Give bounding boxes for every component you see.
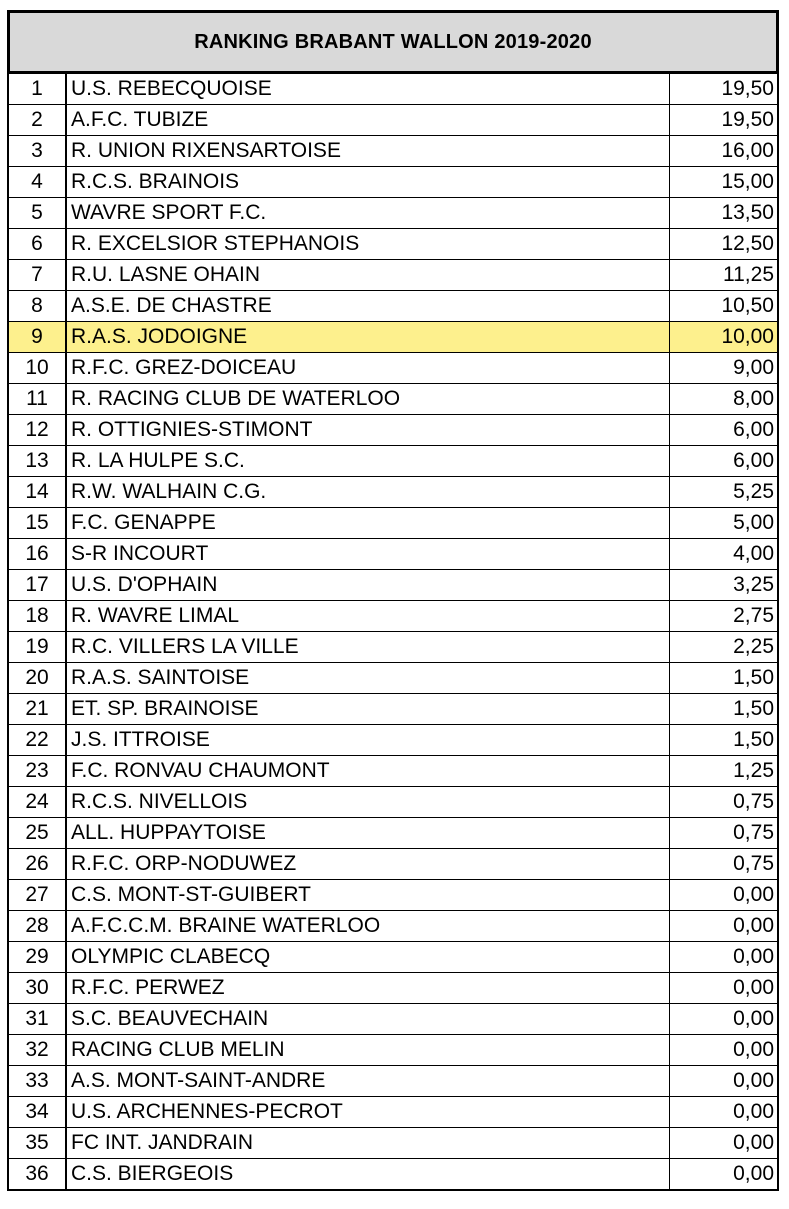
rank-cell: 1 — [8, 74, 66, 105]
ranking-row — [8, 415, 778, 446]
rank-cell: 29 — [8, 942, 66, 973]
rank-cell: 3 — [8, 136, 66, 167]
rank-cell: 27 — [8, 880, 66, 911]
rank-cell: 19 — [8, 632, 66, 663]
rank-cell: 2 — [8, 105, 66, 136]
ranking-row — [8, 694, 778, 725]
club-name-cell: A.F.C.C.M. BRAINE WATERLOO — [66, 911, 670, 942]
club-name-cell: R.A.S. SAINTOISE — [66, 663, 670, 694]
points-cell: 11,25 — [670, 260, 779, 291]
ranking-row — [8, 973, 778, 1004]
points-cell: 2,75 — [670, 601, 779, 632]
ranking-row — [8, 756, 778, 787]
points-cell: 10,50 — [670, 291, 779, 322]
rank-cell: 9 — [8, 322, 66, 353]
points-cell: 0,00 — [670, 911, 779, 942]
ranking-row — [8, 725, 778, 756]
club-name-cell: F.C. RONVAU CHAUMONT — [66, 756, 670, 787]
ranking-row — [8, 1097, 778, 1128]
ranking-row — [8, 539, 778, 570]
rank-cell: 6 — [8, 229, 66, 260]
club-name-cell: J.S. ITTROISE — [66, 725, 670, 756]
ranking-row — [8, 1128, 778, 1159]
points-cell: 1,25 — [670, 756, 779, 787]
club-name-cell: R.C.S. BRAINOIS — [66, 167, 670, 198]
points-cell: 5,25 — [670, 477, 779, 508]
points-cell: 19,50 — [670, 74, 779, 105]
club-name-cell: WAVRE SPORT F.C. — [66, 198, 670, 229]
rank-cell: 8 — [8, 291, 66, 322]
ranking-row — [8, 229, 778, 260]
ranking-row — [8, 260, 778, 291]
points-cell: 0,00 — [670, 1097, 779, 1128]
club-name-cell: R.F.C. ORP-NODUWEZ — [66, 849, 670, 880]
points-cell: 16,00 — [670, 136, 779, 167]
club-name-cell: R.C. VILLERS LA VILLE — [66, 632, 670, 663]
points-cell: 6,00 — [670, 446, 779, 477]
ranking-row — [8, 477, 778, 508]
club-name-cell: U.S. REBECQUOISE — [66, 74, 670, 105]
rank-cell: 18 — [8, 601, 66, 632]
rank-cell: 13 — [8, 446, 66, 477]
points-cell: 0,75 — [670, 787, 779, 818]
club-name-cell: ALL. HUPPAYTOISE — [66, 818, 670, 849]
rank-cell: 5 — [8, 198, 66, 229]
ranking-row — [8, 911, 778, 942]
rank-cell: 30 — [8, 973, 66, 1004]
points-cell: 1,50 — [670, 694, 779, 725]
club-name-cell: OLYMPIC CLABECQ — [66, 942, 670, 973]
rank-cell: 34 — [8, 1097, 66, 1128]
club-name-cell: S-R INCOURT — [66, 539, 670, 570]
points-cell: 19,50 — [670, 105, 779, 136]
points-cell: 8,00 — [670, 384, 779, 415]
ranking-row — [8, 818, 778, 849]
points-cell: 0,00 — [670, 1159, 779, 1191]
points-cell: 0,00 — [670, 880, 779, 911]
ranking-row — [8, 384, 778, 415]
points-cell: 4,00 — [670, 539, 779, 570]
club-name-cell: A.S. MONT-SAINT-ANDRE — [66, 1066, 670, 1097]
ranking-table — [7, 74, 779, 1191]
ranking-row — [8, 167, 778, 198]
rank-cell: 4 — [8, 167, 66, 198]
ranking-row — [8, 353, 778, 384]
ranking-row — [8, 446, 778, 477]
ranking-row — [8, 1004, 778, 1035]
rank-cell: 20 — [8, 663, 66, 694]
club-name-cell: R. EXCELSIOR STEPHANOIS — [66, 229, 670, 260]
club-name-cell: A.S.E. DE CHASTRE — [66, 291, 670, 322]
ranking-row — [8, 136, 778, 167]
points-cell: 0,00 — [670, 1128, 779, 1159]
club-name-cell: R. RACING CLUB DE WATERLOO — [66, 384, 670, 415]
points-cell: 1,50 — [670, 725, 779, 756]
club-name-cell: A.F.C. TUBIZE — [66, 105, 670, 136]
rank-cell: 15 — [8, 508, 66, 539]
rank-cell: 22 — [8, 725, 66, 756]
club-name-cell: R.F.C. GREZ-DOICEAU — [66, 353, 670, 384]
rank-cell: 23 — [8, 756, 66, 787]
ranking-row — [8, 787, 778, 818]
ranking-row — [8, 632, 778, 663]
ranking-row — [8, 1066, 778, 1097]
club-name-cell: S.C. BEAUVECHAIN — [66, 1004, 670, 1035]
club-name-cell: R.F.C. PERWEZ — [66, 973, 670, 1004]
points-cell: 1,50 — [670, 663, 779, 694]
rank-cell: 10 — [8, 353, 66, 384]
club-name-cell: U.S. D'OPHAIN — [66, 570, 670, 601]
ranking-row — [8, 1159, 778, 1191]
ranking-row — [8, 849, 778, 880]
club-name-cell: C.S. BIERGEOIS — [66, 1159, 670, 1191]
ranking-row — [8, 1035, 778, 1066]
rank-cell: 26 — [8, 849, 66, 880]
club-name-cell: R. LA HULPE S.C. — [66, 446, 670, 477]
rank-cell: 11 — [8, 384, 66, 415]
ranking-table-body — [8, 74, 778, 1190]
points-cell: 0,75 — [670, 818, 779, 849]
points-cell: 15,00 — [670, 167, 779, 198]
points-cell: 13,50 — [670, 198, 779, 229]
rank-cell: 17 — [8, 570, 66, 601]
rank-cell: 12 — [8, 415, 66, 446]
points-cell: 0,00 — [670, 1004, 779, 1035]
ranking-row-highlighted — [8, 322, 778, 353]
points-cell: 0,00 — [670, 1066, 779, 1097]
rank-cell: 21 — [8, 694, 66, 725]
club-name-cell: R.A.S. JODOIGNE — [66, 322, 670, 353]
points-cell: 2,25 — [670, 632, 779, 663]
ranking-title: RANKING BRABANT WALLON 2019-2020 — [7, 10, 779, 74]
points-cell: 5,00 — [670, 508, 779, 539]
ranking-row — [8, 74, 778, 105]
club-name-cell: R.C.S. NIVELLOIS — [66, 787, 670, 818]
rank-cell: 16 — [8, 539, 66, 570]
rank-cell: 31 — [8, 1004, 66, 1035]
club-name-cell: U.S. ARCHENNES-PECROT — [66, 1097, 670, 1128]
ranking-row — [8, 570, 778, 601]
points-cell: 6,00 — [670, 415, 779, 446]
ranking-row — [8, 601, 778, 632]
points-cell: 0,00 — [670, 942, 779, 973]
ranking-sheet — [7, 10, 779, 1191]
rank-cell: 14 — [8, 477, 66, 508]
club-name-cell: R. WAVRE LIMAL — [66, 601, 670, 632]
club-name-cell: ET. SP. BRAINOISE — [66, 694, 670, 725]
points-cell: 9,00 — [670, 353, 779, 384]
club-name-cell: R. OTTIGNIES-STIMONT — [66, 415, 670, 446]
points-cell: 12,50 — [670, 229, 779, 260]
rank-cell: 32 — [8, 1035, 66, 1066]
ranking-row — [8, 105, 778, 136]
ranking-row — [8, 198, 778, 229]
club-name-cell: R.W. WALHAIN C.G. — [66, 477, 670, 508]
rank-cell: 33 — [8, 1066, 66, 1097]
ranking-row — [8, 942, 778, 973]
rank-cell: 25 — [8, 818, 66, 849]
points-cell: 3,25 — [670, 570, 779, 601]
club-name-cell: RACING CLUB MELIN — [66, 1035, 670, 1066]
club-name-cell: R.U. LASNE OHAIN — [66, 260, 670, 291]
ranking-row — [8, 663, 778, 694]
rank-cell: 36 — [8, 1159, 66, 1191]
rank-cell: 7 — [8, 260, 66, 291]
rank-cell: 28 — [8, 911, 66, 942]
points-cell: 10,00 — [670, 322, 779, 353]
ranking-row — [8, 291, 778, 322]
rank-cell: 35 — [8, 1128, 66, 1159]
points-cell: 0,00 — [670, 973, 779, 1004]
club-name-cell: C.S. MONT-ST-GUIBERT — [66, 880, 670, 911]
ranking-row — [8, 508, 778, 539]
club-name-cell: FC INT. JANDRAIN — [66, 1128, 670, 1159]
rank-cell: 24 — [8, 787, 66, 818]
club-name-cell: F.C. GENAPPE — [66, 508, 670, 539]
club-name-cell: R. UNION RIXENSARTOISE — [66, 136, 670, 167]
points-cell: 0,75 — [670, 849, 779, 880]
ranking-row — [8, 880, 778, 911]
points-cell: 0,00 — [670, 1035, 779, 1066]
